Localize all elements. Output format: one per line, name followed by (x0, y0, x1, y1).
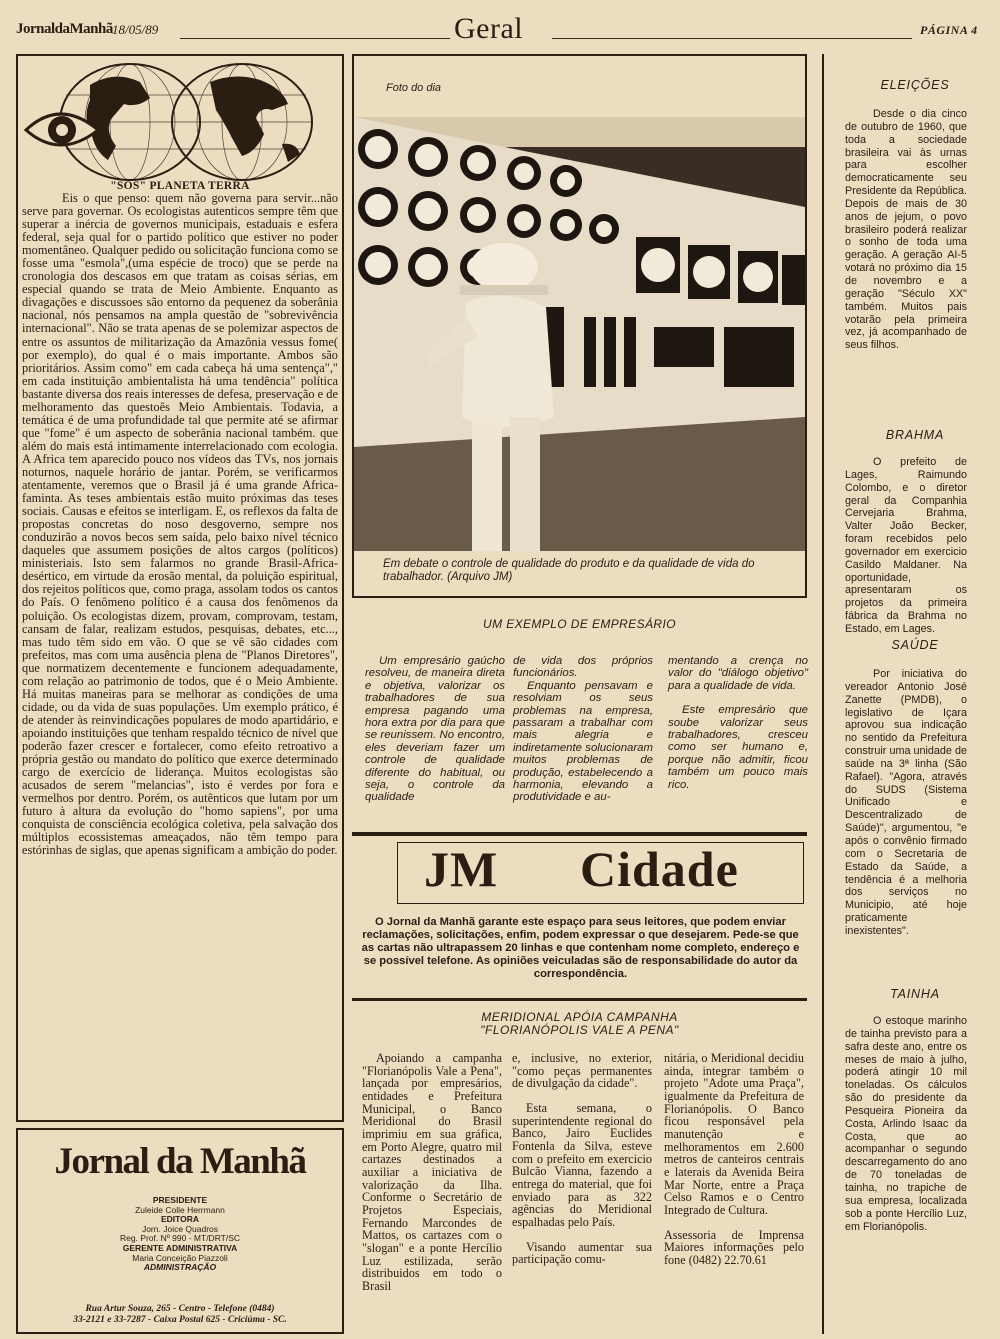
paragraph: Este empresário que soube valorizar seus trabalhadores, cresceu como ser humano e, porque não admitir, ficou também um pouco mais rico. (668, 704, 808, 791)
control-panel-photo (354, 117, 805, 551)
masthead-line: Reg. Prof. Nº 990 - MT/DRT/SC (119, 1233, 241, 1244)
paragraph: Visando aumentar sua participação comu- (512, 1239, 652, 1267)
header-rule-left (180, 38, 450, 39)
paragraph: Assessoria de Imprensa Maiores informações pelo fone (0482) 22.70.61 (664, 1227, 804, 1267)
paragraph: Esta semana, o superintendente regional do Banco, Jairo Euclides Fontenla da Silva, esteve com o prefeito em exercicio Bulcão Vianna, fazendo a entrega do material, que foi enviado para as 322 agências do Meridional espalhadas pelo País. (512, 1100, 652, 1229)
masthead-line: Jorn. Joice Quadros (141, 1223, 219, 1234)
header-rule-right (552, 38, 912, 39)
photo-label: Foto do dia (386, 82, 442, 94)
meridional-column-1 (362, 1052, 502, 1334)
tainha-heading: TAINHA (890, 987, 940, 1001)
paragraph: de vida dos próprios funcionários. (513, 655, 653, 680)
eleicoes-body: Desde o dia cinco de outubro de 1960, que toda a sociedade brasileira vai às urnas para escolher democraticamente seu Presidente da República. Depois de mais de 30 anos de jejum, o povo brasileiro poderá realizar o sonho de toda uma geração. A geração AI-5 votará no próximo dia 15 de novembro e a geração "Século XX" também. Muitos pais votarão pela primeira vez, já acompanhado de seus filhos. (845, 108, 967, 352)
brahma-body: O prefeito de Lages, Raimundo Colombo, e o diretor geral da Companhia Cervejaria Brahma, Valter João Becker, foram recebidos pelo governador em exercicio Casildo Maldaner. Na oportunidade, apresentaram os projetos da primeira fábrica da Brahma no Estado, em Lages. (845, 456, 967, 635)
paragraph: Enquanto pensavam e resolviam os seus problemas na empresa, passaram a trabalhar com mais alegria e indiretamente solucionaram muitos problemas de produção, estabelecendo a harmonia, elevando a produtividade e au- (513, 679, 653, 804)
header-paper-name: JornaldaManhã (16, 21, 113, 37)
jm-cidade-jm: JM (424, 841, 499, 897)
sos-article-body: Eis o que penso: quem não governa para servir...não serve para governar. Os ecologistas autenticos sempre têm que superar a inércia de governos municipais, estaduais e esfera federal, seja qual for o partido político que estiver no poder momentâneo. Qualquer pedido ou solicitação funciona como se fosse uma "esmola",(uma espécie de troco) que se perde na cronologia dos descasos em que tratam as coisas sérias, em especial quando se trata de Meio Ambiente. Enquanto as divagações e discussoes são entorno da pequenez da soberânia nacional, nós pensamos na ampla questão de "sobrevivência internacional". Não se trata apenas de se polemizar aspectos de entre os assuntos de militarização da Amazônia vessus fome( por exemplo), do qual é o mais importante. Ambos são prioritários. Assim como" em cada cabeça há uma sentença"," em cada instituição ambientalista há uma tendência" política bastante diversa dos reais interesses de defesa, preservação e de melhoramento das questoês Meio Ambientais. Todavia, a temática é de uma profundidade tal que permite até se afirmar que "fome" é um aspecto de soberânia nacional também. que além do mais está intimamente interrelacionado com ecologia. A Africa tem aparecido pouco nos vídeos das TVs, nos jornais noturnos, naquele horário de jantar. Porém, se verificarmos atentamente, veremos que o Brasil já é uma grande Africa-faminta. As teses ambientais estão muito próximas das teses sociais. Causas e efeitos se interligam. E, os reflexos da falta de propostas concretas do noso desgoverno, sempre nos conduzirão a novos becos sem saída, pelo baixo nível técnico daqueles que assumem posições de altos cargos (políticos) ministeriais. Isto sem falarmos no grande Brasil-Africa-desértico, em virtude da erosão mental, da poluição espiritual, dos rejeitos políticos que, como praga, assolam todos os cantos do País. O fenômeno político é a causa dos fenômenos da poluição. Os ecologistas dizem, provam, comprovam, testam, cansam de falar, realizam estudos, pesquisas, debates, etc..., mas tudo têm sido em vão. O que se vê são cidades com prefeitos, mas com uma ausência plena de "Planos Diretores", que normatizem decentemente e funcionem adequadamente, com relação ao patrimonio de todos, que é o Meio Ambiente. Há muitas maneiras para se melhorar as condições de uma cidade, ou da vida de suas populações. Um exemplo prático, é de atender às reinvindicações populares de modo apartidário, e apoiando instituições que tenham respaldo técnico de nível que poderão fazer crescer e fortalecer, como efeito retroativo a própria gestão ou mandato do político que exerce determinado cargo de exercício de liderança. Muitos ecologistas são acusados de serem "melancias", isto é verdes por fora e vermelhos por dentro. Porém, os autênticos que lutam por um futuro à altura da evolução do "homo sapiens", por uma conquista de consciência ecológica coletiva, pela salvação dos múltiplos ecossistemas ameaçados, não têm tempo para estórinhas de siglas, que apenas significam a ambição do poder. (22, 191, 338, 858)
jm-cidade-notice: O Jornal da Manhã garante este espaço para seus leitores, que podem enviar reclamações, solicitações, enfim, podem expressar o que desejarem. Pede-se que as cartas não ultrapassem 20 linhas e que contenham nome completo, endereço e se possível telefone. As opiniões veiculadas são de responsabilidade do autor da correspondência. (361, 916, 800, 980)
masthead-line: ADMINISTRAÇÃO (143, 1262, 217, 1273)
saude-heading: SAÚDE (891, 638, 939, 652)
section-rule (352, 832, 807, 836)
meridional-heading: MERIDIONAL APÓIA CAMPANHA (481, 1010, 678, 1024)
jm-cidade-title: Cidade (580, 841, 739, 897)
masthead-address (20, 1304, 340, 1325)
masthead-line: Zuleide Colle Herrmann (135, 1204, 225, 1215)
section-rule (352, 998, 807, 1001)
meridional-column-2 (512, 1052, 652, 1334)
masthead-address-line: 33-2121 e 33-7287 - Caixa Postal 625 - Criciúma - SC. (73, 1314, 287, 1325)
paragraph: e, inclusive, no exterior, "como peças permanentes de divulgação da cidade". (512, 1051, 652, 1091)
brahma-heading: BRAHMA (885, 428, 945, 442)
photo-caption: Em debate o controle de qualidade do produto e da qualidade de vida do trabalhador. (Arquivo JM) (383, 558, 755, 583)
sos-article-title: "SOS" PLANETA TERRA (110, 180, 250, 192)
masthead-logo: Jornal da Manhã (54, 1141, 306, 1182)
paragraph: mentando a crença no valor do "diálogo objetivo" para a qualidade de vida. (668, 655, 808, 692)
page-number: PÁGINA 4 (920, 23, 978, 37)
meridional-column-3 (664, 1052, 804, 1334)
masthead-line: PRESIDENTE (152, 1195, 208, 1205)
empresario-column-1 (365, 655, 505, 823)
paragraph: Um empresário gaúcho resolveu, de maneira direta e objetiva, valorizar os trabalhadores de sua empresa pagando uma hora extra por dia para que se reunissem. No encontro, eles deveriam fazer um controle de qualidade diferente do habitual, ou seja, o controle da qualidade (365, 655, 505, 804)
saude-body: Por iniciativa do vereador Antonio José Zanette (PMDB), o legislativo de Içara aprovou sua indicação no sentido da Prefeitura construir uma unidade de saúde na 3ª linha (São Rafael). "Agora, através do SUDS (Sistema Unificado e Descentralizado de Saúde)", argumentou, "e após o convênio firmado com o Secretaria de Estado da Saúde, a tendência é a melhoria dos serviços no Municipio, até hoje praticamente inexistentes". (845, 668, 967, 937)
masthead-line: Maria Conceição Piazzoli (132, 1252, 228, 1263)
header-date: 18/05/89 (112, 22, 159, 37)
eye-globe-logo-icon (20, 60, 336, 185)
section-title: Geral (454, 12, 524, 45)
masthead-line: GERENTE ADMINISTRATIVA (122, 1242, 238, 1253)
masthead-staff (20, 1196, 340, 1273)
masthead-line: EDITORA (160, 1214, 200, 1225)
empresario-column-2 (513, 655, 653, 823)
empresario-column-3 (668, 655, 808, 823)
paragraph: Apoiando a campanha "Florianópolis Vale a Pena", lançada por empresários, entidades e Prefeitura Municipal, o Banco Meridional do Brasil imprimiu em sua gráfica, em Porto Alegre, quatro mil cartazes destinados a auxiliar a iniciativa de valorização da Ilha. Conforme o Secretário de Projetos Especiais, Fernando Marcondes de Mattos, os cartazes com o "slogan" e a ponte Hercílio Luz estilizada, serão distribuidos em todo o Brasil (362, 1051, 502, 1293)
meridional-subheading: "FLORIANÓPOLIS VALE A PENA" (480, 1023, 679, 1037)
tainha-body: O estoque marinho de tainha previsto para a safra deste ano, entre os meses de maio à julho, poderá atingir 10 mil toneladas. Os cálculos são do presidente da Pesqueira Pioneira da Costa, Arlindo Isaac da Costa, que ao acompanhar o segundo descarregamento do ano de 70 toneladas de tainha, no trapiche de sua empresa, localizada sob a ponte Hercílio Luz, em Florianópolis. (845, 1015, 967, 1233)
empresario-heading: UM EXEMPLO DE EMPRESÁRIO (483, 617, 676, 631)
masthead-address-line: Rua Artur Souza, 265 - Centro - Telefone (0484) (85, 1304, 275, 1314)
eleicoes-heading: ELEIÇÕES (880, 78, 950, 92)
paragraph: nitária, o Meridional decidiu ainda, integrar também o projeto "Adote uma Praça", igualmente da Prefeitura de Florianópolis. O Banco ficou responsável pela manutenção e melhoramentos em 2.600 metros de canteiros centrais e laterais da Avenida Beira Mar Norte, entre a Praça Celso Ramos e o Centro Integrado de Cultura. (664, 1051, 804, 1217)
